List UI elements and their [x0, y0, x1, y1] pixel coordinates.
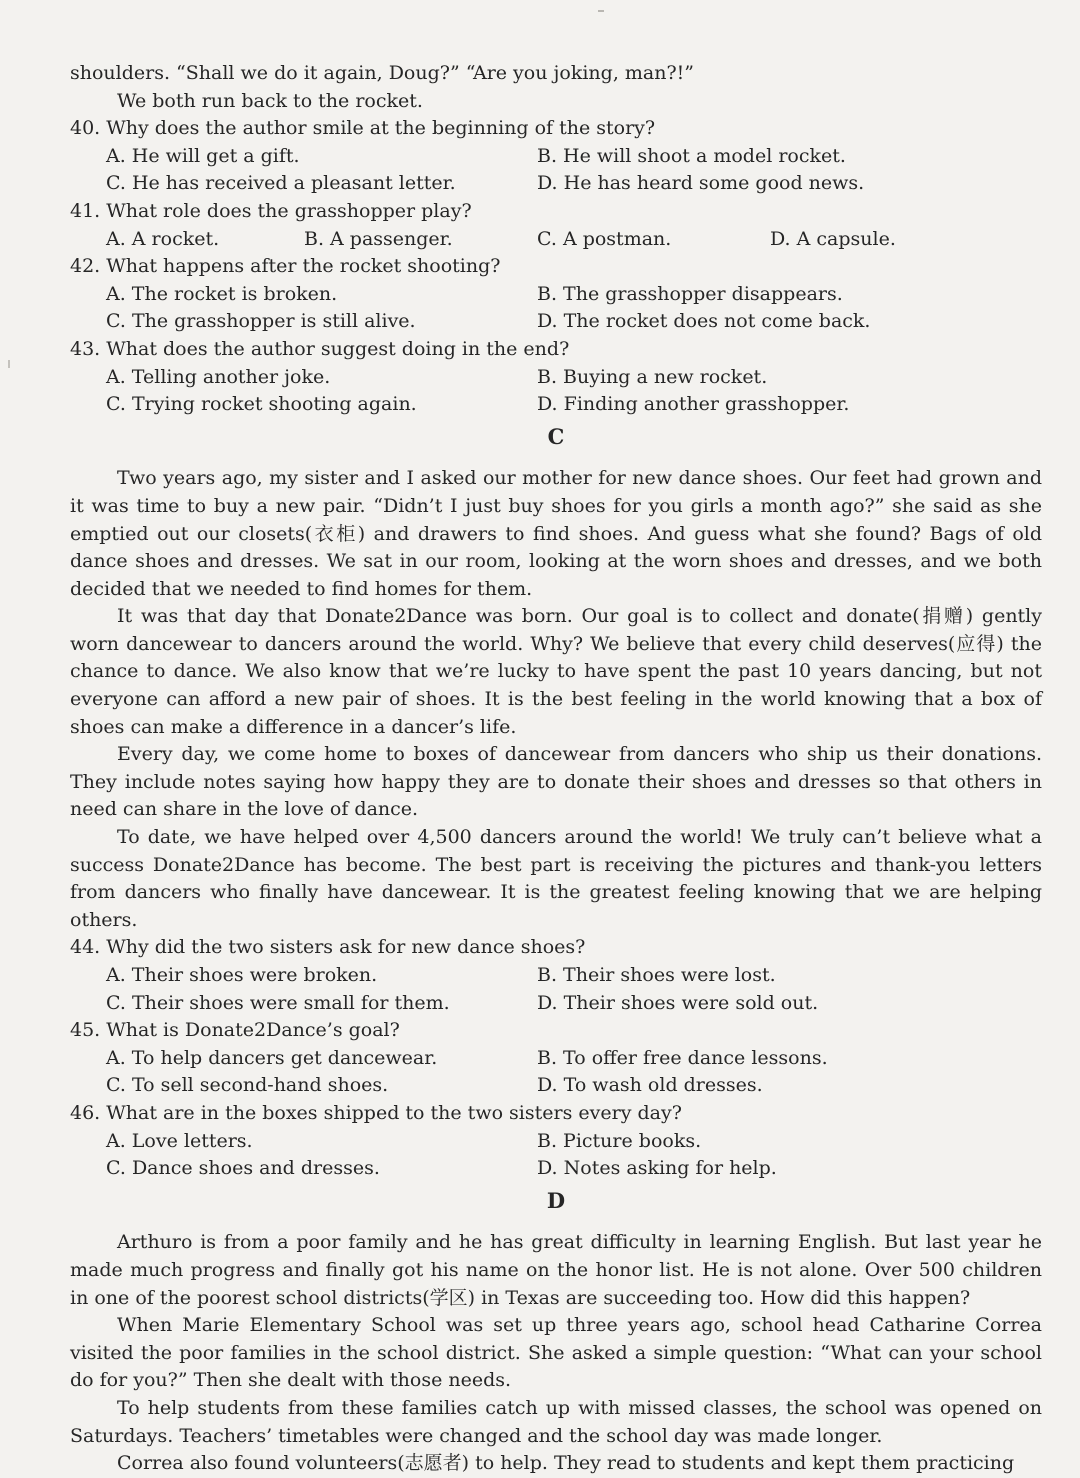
option-40-b[interactable]: B. He will shoot a model rocket. — [537, 144, 846, 167]
question-41-stem: 41. What role does the grasshopper play? — [70, 199, 472, 222]
question-45-options-row-1 — [70, 1045, 1042, 1073]
option-46-d[interactable]: D. Notes asking for help. — [537, 1157, 777, 1180]
section-c-passage — [70, 465, 1042, 934]
option-45-a[interactable]: A. To help dancers get dancewear. — [106, 1046, 438, 1069]
option-43-a[interactable]: A. Telling another joke. — [106, 365, 331, 388]
section-d-passage — [70, 1229, 1042, 1477]
option-44-a[interactable]: A. Their shoes were broken. — [106, 964, 378, 986]
question-42-stem: 42. What happens after the rocket shooting? — [70, 255, 501, 278]
question-46-options-row-2 — [70, 1155, 1042, 1183]
option-41-d[interactable]: D. A capsule. — [770, 227, 896, 250]
section-d-heading: D — [546, 1187, 566, 1213]
option-44-b[interactable]: B. Their shoes were lost. — [537, 964, 776, 986]
section-c-paragraph-2: It was that day that Donate2Dance was born. Our goal is to collect and donate(捐赠) gently worn dancewear to dancers around the world. Why? We believe that every child deserves(应得) the chance to dance. We also know that we’re lucky to have spent the past 10 years dancing, but not everyone can afford a new pair of shoes. It is the best feeling in the world knowing that a box of shoes can make a difference in a dancer’s life. — [70, 605, 1042, 738]
option-41-a[interactable]: A. A rocket. — [106, 227, 220, 250]
section-c-paragraph-3: Every day, we come home to boxes of dancewear from dancers who ship us their donations. They include notes saying how happy they are to donate their shoes and dresses so that others in need can share in the love of dance. — [70, 743, 1042, 821]
question-45-stem: 45. What is Donate2Dance’s goal? — [70, 1019, 400, 1042]
option-42-c[interactable]: C. The grasshopper is still alive. — [106, 310, 416, 333]
option-40-a[interactable]: A. He will get a gift. — [106, 144, 300, 167]
exam-page — [70, 60, 1042, 1478]
intro-line: shoulders. “Shall we do it again, Doug?” “Are you joking, man?!” — [70, 62, 695, 84]
option-43-c[interactable]: C. Trying rocket shooting again. — [106, 393, 417, 416]
question-43-stem: 43. What does the author suggest doing in the end? — [70, 337, 570, 360]
option-41-c[interactable]: C. A postman. — [537, 227, 672, 250]
option-46-b[interactable]: B. Picture books. — [537, 1129, 702, 1152]
option-46-c[interactable]: C. Dance shoes and dresses. — [106, 1157, 380, 1180]
option-42-a[interactable]: A. The rocket is broken. — [106, 282, 338, 305]
question-40-options-row-2 — [70, 170, 1042, 198]
question-44-options-row-2 — [70, 990, 1042, 1018]
option-45-b[interactable]: B. To offer free dance lessons. — [537, 1046, 828, 1069]
option-41-b[interactable]: B. A passenger. — [304, 227, 453, 250]
section-c-heading: C — [547, 423, 565, 449]
option-44-d[interactable]: D. Their shoes were sold out. — [537, 991, 819, 1014]
option-40-c[interactable]: C. He has received a pleasant letter. — [106, 172, 456, 195]
option-46-a[interactable]: A. Love letters. — [106, 1129, 253, 1152]
question-42-options-row-2 — [70, 308, 1042, 336]
question-43-options-row-2 — [70, 391, 1042, 419]
question-46-options-row-1 — [70, 1128, 1042, 1156]
question-40-options-row-1 — [70, 143, 1042, 171]
scan-speck-margin — [8, 360, 10, 368]
option-44-c[interactable]: C. Their shoes were small for them. — [106, 991, 450, 1014]
section-d-paragraph-2: When Marie Elementary School was set up three years ago, school head Catharine Correa visited the poor families in the school district. She asked a simple question: “What can your school do for you?” Then she dealt with those needs. — [70, 1314, 1042, 1392]
question-42-options-row-1 — [70, 281, 1042, 309]
question-43-options-row-1 — [70, 364, 1042, 392]
option-40-d[interactable]: D. He has heard some good news. — [537, 172, 865, 195]
question-44-options-row-1 — [70, 962, 1042, 990]
option-42-d[interactable]: D. The rocket does not come back. — [537, 310, 871, 333]
section-d-paragraph-1: Arthuro is from a poor family and he has great difficulty in learning English. But last year he made much progress and finally got his name on the honor list. He is not alone. Over 500 children in one of the poorest school districts(学区) in Texas are succeeding too. How did this happen? — [70, 1231, 1042, 1309]
option-45-d[interactable]: D. To wash old dresses. — [537, 1074, 763, 1097]
question-45-options-row-2 — [70, 1072, 1042, 1100]
section-d-paragraph-4: Correa also found volunteers(志愿者) to help. They read to students and kept them practicing — [117, 1452, 1015, 1475]
scan-speck — [598, 10, 604, 12]
option-42-b[interactable]: B. The grasshopper disappears. — [537, 282, 843, 305]
section-c-paragraph-1: Two years ago, my sister and I asked our mother for new dance shoes. Our feet had grown and it was time to buy a new pair. “Didn’t I just buy shoes for you girls a month ago?” she said as she emptied out our closets(衣柜) and drawers to find shoes. And guess what she found? Bags of old dance shoes and dresses. We sat in our room, looking at the worn shoes and dresses, and we both decided that we needed to find homes for them. — [70, 467, 1042, 600]
option-43-d[interactable]: D. Finding another grasshopper. — [537, 393, 850, 416]
section-c-paragraph-4: To date, we have helped over 4,500 dancers around the world! We truly can’t believe what a success Donate2Dance has become. The best part is receiving the pictures and thank-you letters from dancers who finally have dancewear. It is the greatest feeling knowing that we are helping others. — [70, 826, 1042, 931]
question-46-stem: 46. What are in the boxes shipped to the two sisters every day? — [70, 1101, 682, 1124]
section-d-paragraph-3: To help students from these families catch up with missed classes, the school was opened on Saturdays. Teachers’ timetables were changed and the school day was made longer. — [70, 1396, 1042, 1447]
intro-line: We both run back to the rocket. — [117, 89, 423, 112]
option-45-c[interactable]: C. To sell second-hand shoes. — [106, 1074, 389, 1097]
question-41-options-row — [70, 226, 1042, 254]
question-40-stem: 40. Why does the author smile at the beginning of the story? — [70, 117, 656, 140]
question-44-stem: 44. Why did the two sisters ask for new dance shoes? — [70, 936, 586, 959]
option-43-b[interactable]: B. Buying a new rocket. — [537, 365, 768, 388]
